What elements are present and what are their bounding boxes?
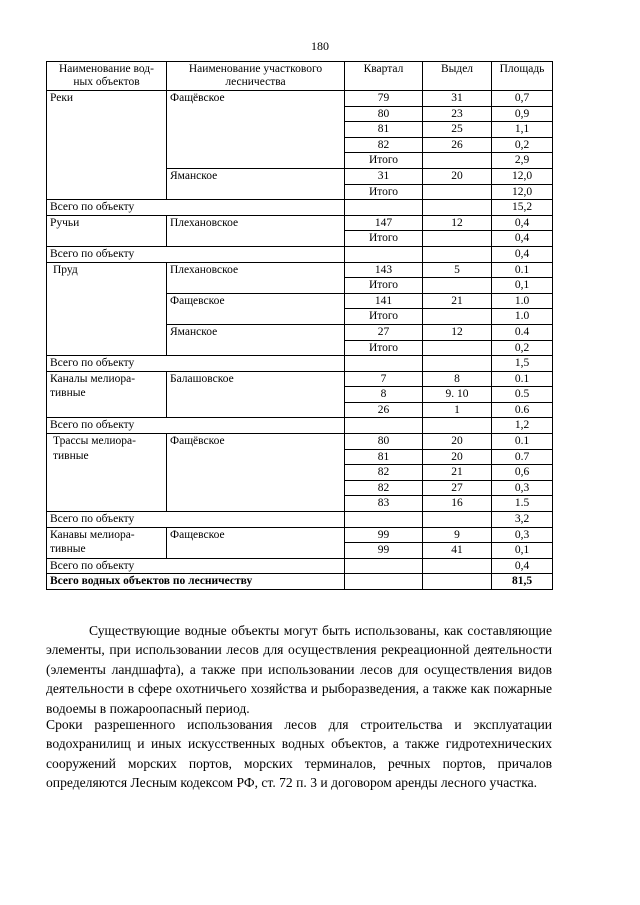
cell-area: 0.5 [492,387,553,403]
cell-area: 0.1 [492,371,553,387]
cell-area: 0,1 [492,543,553,559]
cell-area: 0,4 [492,215,553,231]
cell-object: Реки [47,91,167,200]
cell-vydel: 21 [423,465,492,481]
cell-kvartal: Итого [345,153,423,169]
cell-area: 0,3 [492,480,553,496]
cell-vydel [423,153,492,169]
cell-subtotal-label: Всего по объекту [47,356,345,372]
cell-area: 12,0 [492,184,553,200]
header-vydel: Выдел [423,62,492,91]
cell-area: 1,5 [492,356,553,372]
cell-kvartal: 82 [345,137,423,153]
cell-area: 1.5 [492,496,553,512]
grand-total-label: Всего водных объектов по лесничеству [47,574,345,590]
cell-subtotal-label: Всего по объекту [47,418,345,434]
cell-vydel: 9 [423,527,492,543]
table-row [47,371,553,387]
cell-kvartal: 31 [345,168,423,184]
cell-kvartal: 79 [345,91,423,107]
table-row [47,434,553,450]
table-row [47,215,553,231]
cell-vydel: 26 [423,137,492,153]
table-row [47,91,553,107]
cell-area: 0,3 [492,527,553,543]
cell-vydel: 20 [423,449,492,465]
cell-area: 0,7 [492,91,553,107]
cell-area: 1,2 [492,418,553,434]
cell-vydel: 41 [423,543,492,559]
cell-vydel: 27 [423,480,492,496]
header-area: Площадь [492,62,553,91]
cell-subtotal-label: Всего по объекту [47,246,345,262]
cell-vydel: 12 [423,215,492,231]
cell-kvartal: 8 [345,387,423,403]
cell-vydel [423,309,492,325]
cell-vydel: 5 [423,262,492,278]
cell-vydel: 12 [423,324,492,340]
cell-area: 0,4 [492,246,553,262]
cell-kvartal: 81 [345,449,423,465]
table-row [47,527,553,543]
cell-area: 1.0 [492,293,553,309]
cell-vydel [423,184,492,200]
cell-vydel: 20 [423,168,492,184]
cell-area: 1.0 [492,309,553,325]
table-row [47,512,553,528]
paragraph-water-use: Существующие водные объекты могут быть использованы, как составляющие элементы, при использовании лесов для осуществления рекреационной деятельности (элементы ландшафта), а также при использовании лесов для осуществления видов деятельности в сфере охотничьего хозяйства и рыборазведения, а также как пожарные водоемы в пожароопасный период. [46,622,552,716]
cell-kvartal: Итого [345,340,423,356]
grand-total-row [47,574,553,590]
header-forestry: Наименование участкового лесничества [167,62,345,91]
cell-kvartal: 80 [345,434,423,450]
water-objects-table [46,61,553,590]
cell-forestry: Фащёвское [167,91,345,169]
cell-object: Трассы мелиора-тивные [47,434,167,512]
cell-forestry: Плехановское [167,215,345,246]
cell-vydel: 9. 10 [423,387,492,403]
cell-area: 1,1 [492,122,553,138]
cell-subtotal-label: Всего по объекту [47,558,345,574]
cell-forestry: Яманское [167,168,345,199]
cell-area: 15,2 [492,200,553,216]
cell-vydel: 31 [423,91,492,107]
cell-area: 0.7 [492,449,553,465]
cell-forestry: Балашовское [167,371,345,418]
cell-area: 0,4 [492,558,553,574]
cell-area: 0,2 [492,340,553,356]
cell-area: 12,0 [492,168,553,184]
cell-kvartal: 26 [345,402,423,418]
cell-area: 0.4 [492,324,553,340]
cell-vydel [423,278,492,294]
cell-kvartal: 141 [345,293,423,309]
cell-vydel: 1 [423,402,492,418]
grand-total-area: 81,5 [492,574,553,590]
table-header-row [47,62,553,91]
cell-vydel: 23 [423,106,492,122]
cell-kvartal: Итого [345,184,423,200]
paragraph-construction-terms: Сроки разрешенного использования лесов для строительства и эксплуатации водохранилищ и иных искусственных водных объектов, а также гидротехнических сооружений морских портов, морских терминалов, речных портов, причалов определяются Лесным кодексом РФ, ст. 72 п. 3 и договором аренды лесного участка. [46,716,552,791]
cell-area: 0,6 [492,465,553,481]
cell-area: 0,2 [492,137,553,153]
table-row [47,246,553,262]
cell-object: Пруд [47,262,167,356]
cell-vydel [423,231,492,247]
cell-subtotal-label: Всего по объекту [47,200,345,216]
table-row [47,262,553,278]
cell-area: 0.1 [492,434,553,450]
cell-forestry: Плехановское [167,262,345,293]
cell-area: 2,9 [492,153,553,169]
cell-kvartal: 99 [345,527,423,543]
cell-kvartal: 82 [345,480,423,496]
cell-vydel [423,340,492,356]
cell-vydel: 21 [423,293,492,309]
cell-kvartal: 143 [345,262,423,278]
cell-kvartal: Итого [345,231,423,247]
cell-kvartal: 82 [345,465,423,481]
cell-area: 0.1 [492,262,553,278]
cell-kvartal: 27 [345,324,423,340]
cell-forestry: Яманское [167,324,345,355]
cell-kvartal: 81 [345,122,423,138]
cell-object: Каналы мелиора-тивные [47,371,167,418]
cell-kvartal: 83 [345,496,423,512]
cell-kvartal: 7 [345,371,423,387]
cell-vydel: 25 [423,122,492,138]
cell-area: 3,2 [492,512,553,528]
cell-kvartal: 147 [345,215,423,231]
cell-subtotal-label: Всего по объекту [47,512,345,528]
cell-forestry: Фащевское [167,293,345,324]
table-row [47,200,553,216]
cell-vydel: 16 [423,496,492,512]
cell-area: 0,1 [492,278,553,294]
header-object: Наименование вод-ных объектов [47,62,167,91]
cell-kvartal: 80 [345,106,423,122]
table-row [47,558,553,574]
page-number: 180 [311,39,329,53]
cell-object: Ручьи [47,215,167,246]
cell-forestry: Фащевское [167,527,345,558]
cell-area: 0,4 [492,231,553,247]
cell-area: 0.6 [492,402,553,418]
cell-kvartal: Итого [345,278,423,294]
table-row [47,356,553,372]
table-row [47,418,553,434]
cell-vydel: 20 [423,434,492,450]
cell-area: 0,9 [492,106,553,122]
header-kvartal: Квартал [345,62,423,91]
cell-forestry: Фащёвское [167,434,345,512]
cell-kvartal: 99 [345,543,423,559]
cell-kvartal: Итого [345,309,423,325]
cell-vydel: 8 [423,371,492,387]
cell-object: Канавы мелиора-тивные [47,527,167,558]
